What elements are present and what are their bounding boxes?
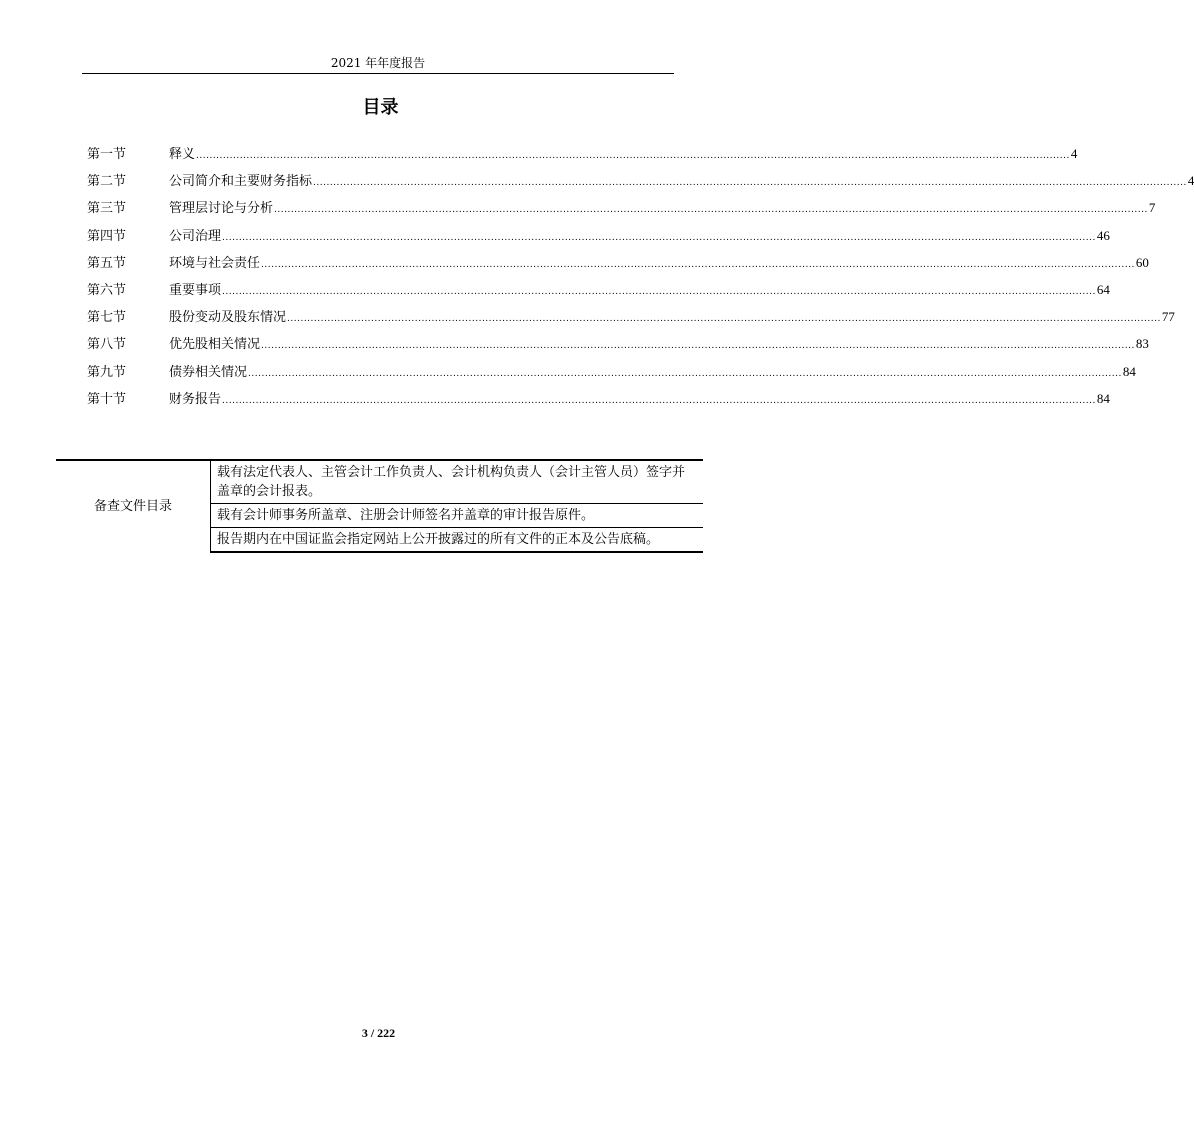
- toc-leader-dots: ....................................................................................................................................................................................................................................................................: [222, 286, 1096, 297]
- running-header: 2021 年年度报告: [330, 56, 426, 70]
- toc-leader-dots: ....................................................................................................................................................................................................................................................................: [261, 341, 1135, 352]
- table-row: [56, 460, 703, 504]
- toc-entry[interactable]: [87, 306, 1175, 333]
- toc-section-number: 第八节: [87, 337, 127, 353]
- toc-section-title: 释义: [169, 147, 196, 162]
- toc-section-title: 重要事项: [169, 282, 222, 298]
- toc-page-number: 4: [1187, 173, 1194, 189]
- toc-section-title: 优先股相关情况: [169, 337, 261, 353]
- toc-leader-dots: ....................................................................................................................................................................................................................................................................: [222, 232, 1096, 243]
- toc-entry[interactable]: [87, 170, 1194, 197]
- toc-leader-dots: ....................................................................................................................................................................................................................................................................: [196, 151, 1070, 161]
- toc-leader-dots: ....................................................................................................................................................................................................................................................................: [248, 368, 1122, 379]
- toc-entry[interactable]: [87, 279, 1110, 306]
- toc-section-number: 第九节: [87, 364, 127, 380]
- toc-section-number: 第四节: [87, 228, 127, 244]
- toc-section-title: 公司简介和主要财务指标: [169, 174, 313, 190]
- toc-page-number: 83: [1135, 336, 1149, 352]
- header-divider: [82, 73, 674, 74]
- toc-section-number: 第三节: [87, 201, 127, 217]
- toc-leader-dots: ....................................................................................................................................................................................................................................................................: [287, 314, 1161, 325]
- reference-documents-table: [56, 459, 703, 553]
- toc-page-number: 60: [1135, 254, 1149, 270]
- toc-entry[interactable]: [87, 197, 1156, 224]
- toc-section-number: 第五节: [87, 255, 127, 271]
- toc-section-number: 第六节: [87, 282, 127, 298]
- toc-leader-dots: ....................................................................................................................................................................................................................................................................: [313, 178, 1187, 189]
- toc-section-title: 公司治理: [169, 228, 222, 244]
- toc-page-number: 64: [1096, 281, 1110, 297]
- toc-leader-dots: ....................................................................................................................................................................................................................................................................: [222, 395, 1096, 406]
- reference-document-item: 载有会计师事务所盖章、注册会计师签名并盖章的审计报告原件。: [211, 504, 704, 528]
- toc-leader-dots: ....................................................................................................................................................................................................................................................................: [274, 205, 1148, 216]
- toc-section-number: 第七节: [87, 310, 127, 326]
- toc-page-number: 46: [1096, 227, 1110, 243]
- toc-section-title: 财务报告: [169, 391, 222, 407]
- toc-page-number: 77: [1161, 309, 1175, 325]
- reference-document-item: 报告期内在中国证监会指定网站上公开披露过的所有文件的正本及公告底稿。: [211, 528, 704, 553]
- toc-entry[interactable]: [87, 388, 1110, 415]
- page-number: 3 / 222: [361, 1026, 396, 1040]
- toc-section-title: 环境与社会责任: [169, 255, 261, 271]
- toc-entry[interactable]: [87, 252, 1149, 279]
- toc-entry[interactable]: [87, 143, 1078, 170]
- reference-document-item: 载有法定代表人、主管会计工作负责人、会计机构负责人（会计主管人员）签字并盖章的会计报表。: [211, 460, 704, 504]
- toc-section-title: 债券相关情况: [169, 364, 248, 380]
- toc-page-number: 84: [1096, 390, 1110, 406]
- toc-section-number: 第十节: [87, 391, 127, 407]
- toc-entry[interactable]: [87, 333, 1149, 360]
- toc-section-title: 管理层讨论与分析: [169, 201, 274, 217]
- table-of-contents: [87, 143, 1194, 415]
- toc-section-number: 第二节: [87, 174, 127, 190]
- toc-page-number: 4: [1070, 146, 1078, 161]
- toc-section-title: 股份变动及股东情况: [169, 310, 287, 326]
- reference-documents-label: 备查文件目录: [56, 460, 211, 552]
- toc-leader-dots: ....................................................................................................................................................................................................................................................................: [261, 259, 1135, 270]
- toc-entry[interactable]: [87, 225, 1110, 252]
- toc-page-number: 84: [1122, 363, 1136, 379]
- page-title: 目录: [362, 97, 399, 118]
- toc-section-number: 第一节: [87, 147, 127, 162]
- toc-entry[interactable]: [87, 361, 1136, 388]
- toc-page-number: 7: [1148, 200, 1156, 216]
